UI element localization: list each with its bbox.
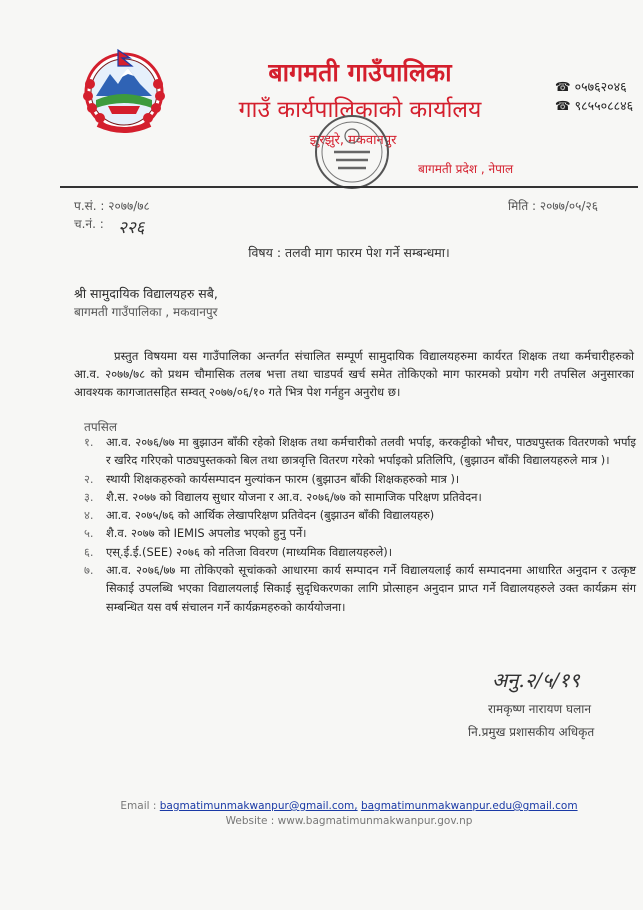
phone-icon: ☎ — [555, 79, 571, 94]
office-location: झुरझुरे, मकवानपुर — [309, 133, 397, 148]
recipient-line-2: बागमती गाउँपालिका , मकवानपुर — [74, 305, 218, 319]
requirement-list — [84, 433, 636, 616]
letter-subject: विषय : तलवी माग फारम पेश गर्ने सम्बन्धमा। — [248, 245, 450, 260]
office-name: गाउँ कार्यपालिकाको कार्यालय — [238, 97, 482, 123]
org-name: बागमती गाउँपालिका — [268, 58, 452, 87]
letter-body: प्रस्तुत विषयमा यस गाउँपालिका अन्तर्गत संचालित सम्पूर्ण सामुदायिक विद्यालयहरुमा कार्यरत शिक्षक तथा कर्मचारीहरुको आ.व. २०७७/७८ को प्रथम चौमासिक तलब भत्ता तथा चाडपर्व खर्च समेत तोकिएको माग फारमको प्रयोग गरी तपसिल अनुसारका आवश्यक कागजातसहित सम्वत् २०७७/०६/१० गते भित्र पेश गर्नहुन अनुरोध छ। — [74, 349, 634, 400]
phone-icon: ☎ — [555, 98, 571, 113]
list-item: १. आ.व. २०७६/७७ मा बुझाउन बाँकी रहेको शिक्षक तथा कर्मचारीको तलवी भर्पाइ, करकट्टीको भौचर, पाठ्यपुस्तक वितरणको भर्पाइ र खरिद गरिएको पाठ्यपुस्तकको बिल तथा छात्रवृत्ति वितरण गरेको भर्पाइको प्रतिलिपि, (बुझाउन बाँकी विद्यालयहरुले मात्र )। — [84, 435, 636, 468]
list-item: ६. एस्.ई.ई.(SEE) २०७६ को नतिजा विवरण (माध्यमिक विद्यालयहरुले)। — [84, 544, 393, 559]
header-divider — [60, 186, 638, 188]
dispatch-number-label: च.नं. : — [74, 217, 104, 231]
list-item: २. स्थायी शिक्षकहरुको कार्यसम्पादन मुल्यांकन फारम (बुझाउन बाँकी शिक्षकहरुको मात्र )। — [84, 471, 460, 486]
email-link-1[interactable]: bagmatimunmakwanpur@gmail.com, — [159, 800, 358, 812]
handwritten-signature: अनु.२/५/१९ — [492, 668, 580, 692]
letter-date: मिति : २०७७/०५/२६ — [508, 199, 598, 213]
phone-2: ☎ ९८५५०८८४६ — [555, 98, 634, 113]
list-item: ३. शै.स. २०७७ को विद्यालय सुधार योजना र आ.व. २०७६/७७ को सामाजिक परिक्षण प्रतिवेदन। — [84, 489, 482, 504]
dispatch-number-value: २२६ — [118, 218, 145, 238]
list-item: ७. आ.व. २०७६/७७ मा तोकिएको सूचांकको आधारमा कार्य सम्पादन गर्ने विद्यालयलाई कार्य सम्पादनमा आधारित अनुदान र उत्कृष्ट सिकाई उपलब्धि भएका विद्यालयलाई सिकाई सुदृधिकरणका लागि प्रोत्साहन अनुदान प्राप्त गर्ने विद्यालयहरुले उक्त कार्यक्रम संग सम्बन्धित यस वर्ष संचालन गर्ने कार्यक्रमहरुको कार्ययोजना। — [84, 563, 636, 614]
email-link-2[interactable]: bagmatimunmakwanpur.edu@gmail.com — [360, 800, 578, 812]
recipient-line-1: श्री सामुदायिक विद्यालयहरु सबै, — [74, 286, 218, 301]
office-seal-stamp — [312, 112, 392, 192]
footer-email: Email : bagmatimunmakwanpur@gmail.com, bagmatimunmakwanpur.edu@gmail.com — [120, 800, 578, 812]
website-link[interactable]: www.bagmatimunmakwanpur.gov.np — [277, 815, 473, 827]
phone-1: ☎ ०५७६२०४६ — [555, 79, 627, 94]
tapasil-heading: तपसिल — [84, 420, 118, 434]
letter-number: प.सं. : २०७७/७८ — [74, 199, 150, 213]
footer-website: Website : www.bagmatimunmakwanpur.gov.np — [225, 815, 473, 827]
list-item: ४. आ.व. २०७५/७६ को आर्थिक लेखापरिक्षण प्रतिवेदन (बुझाउन बाँकी विद्यालयहरु) — [84, 508, 435, 523]
province-label: बागमती प्रदेश , नेपाल — [418, 162, 514, 176]
signatory-title: नि.प्रमुख प्रशासकीय अधिकृत — [468, 725, 595, 739]
signatory-name: रामकृष्ण नारायण घलान — [488, 702, 591, 716]
list-item: ५. शै.व. २०७७ को IEMIS अपलोड भएको हुनु पर्ने। — [84, 526, 307, 541]
nepal-emblem-logo — [78, 44, 170, 136]
